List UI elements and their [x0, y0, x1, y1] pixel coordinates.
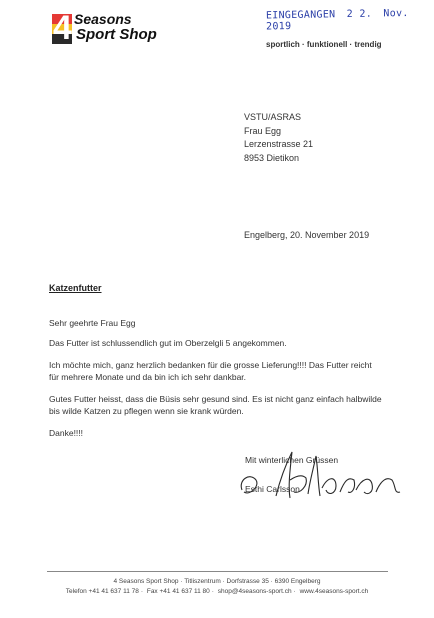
paragraph [49, 393, 389, 417]
address-line: 8953 Dietikon [244, 152, 300, 163]
paragraph-line: Ich möchte mich, ganz herzlich bedanken für die grosse Lieferung!!!! Das Futter reicht [49, 360, 372, 370]
footer-fax: Fax +41 41 637 11 80 [146, 588, 210, 595]
address-line: Lerzenstrasse 21 [244, 139, 314, 149]
received-stamp [266, 8, 434, 33]
handwritten-signature [236, 440, 406, 510]
logo-wordmark [74, 12, 157, 42]
stamp-month: Nov. [383, 7, 409, 20]
address-line: VSTU/ASRAS [244, 112, 302, 122]
tagline: sportlich · funktionell · trendig [266, 40, 382, 49]
stamp-year: 2019 [266, 21, 292, 33]
salutation: Sehr geehrte Frau Egg [49, 318, 136, 328]
logo-number: 4 [53, 9, 71, 47]
closing: Mit winterlichen Grüssen [245, 455, 339, 465]
paragraph-line: Gutes Futter heisst, dass die Büsis sehr gesund sind. Es ist nicht ganz einfach halbwilde [49, 394, 382, 404]
place-and-date: Engelberg, 20. November 2019 [244, 230, 370, 240]
footer-website: www.4seasons-sport.ch [299, 588, 369, 595]
subject-line: Katzenfutter [49, 283, 102, 293]
footer-phone: Telefon +41 41 637 11 78 [65, 588, 139, 595]
thanks-line: Danke!!!! [49, 428, 84, 438]
footer-address: 4 Seasons Sport Shop · Titliszentrum · Dorfstrasse 35 · 6390 Engelberg [113, 578, 321, 585]
paragraph-line: für mehrere Monate und da bin ich ich sehr dankbar. [49, 372, 247, 382]
footer-email: shop@4seasons-sport.ch [217, 588, 292, 595]
paragraph [49, 359, 389, 383]
recipient-address [244, 111, 313, 165]
signer-name: Esthi Carlsson [245, 484, 300, 494]
footer-divider [47, 571, 388, 572]
stamp-label: EINGEGANGEN [265, 9, 336, 22]
paragraph-line: bis wilde Katzen zu pflegen wenn sie krank würden. [49, 406, 244, 416]
address-line: Frau Egg [244, 125, 282, 136]
stamp-day: 2 2. [346, 8, 373, 21]
paragraph: Das Futter ist schlussendlich gut im Oberzelgli 5 angekommen. [49, 338, 287, 348]
footer-contacts: Telefon +41 41 637 11 78 · Fax +41 41 637 11 80 · shop@4seasons-sport.ch · www.4seasons-sport.ch [65, 588, 369, 595]
company-logo [52, 9, 162, 52]
logo-line-1: Seasons [74, 11, 132, 27]
logo-line-2: Sport Shop [76, 26, 157, 43]
logo-mark [52, 9, 72, 47]
